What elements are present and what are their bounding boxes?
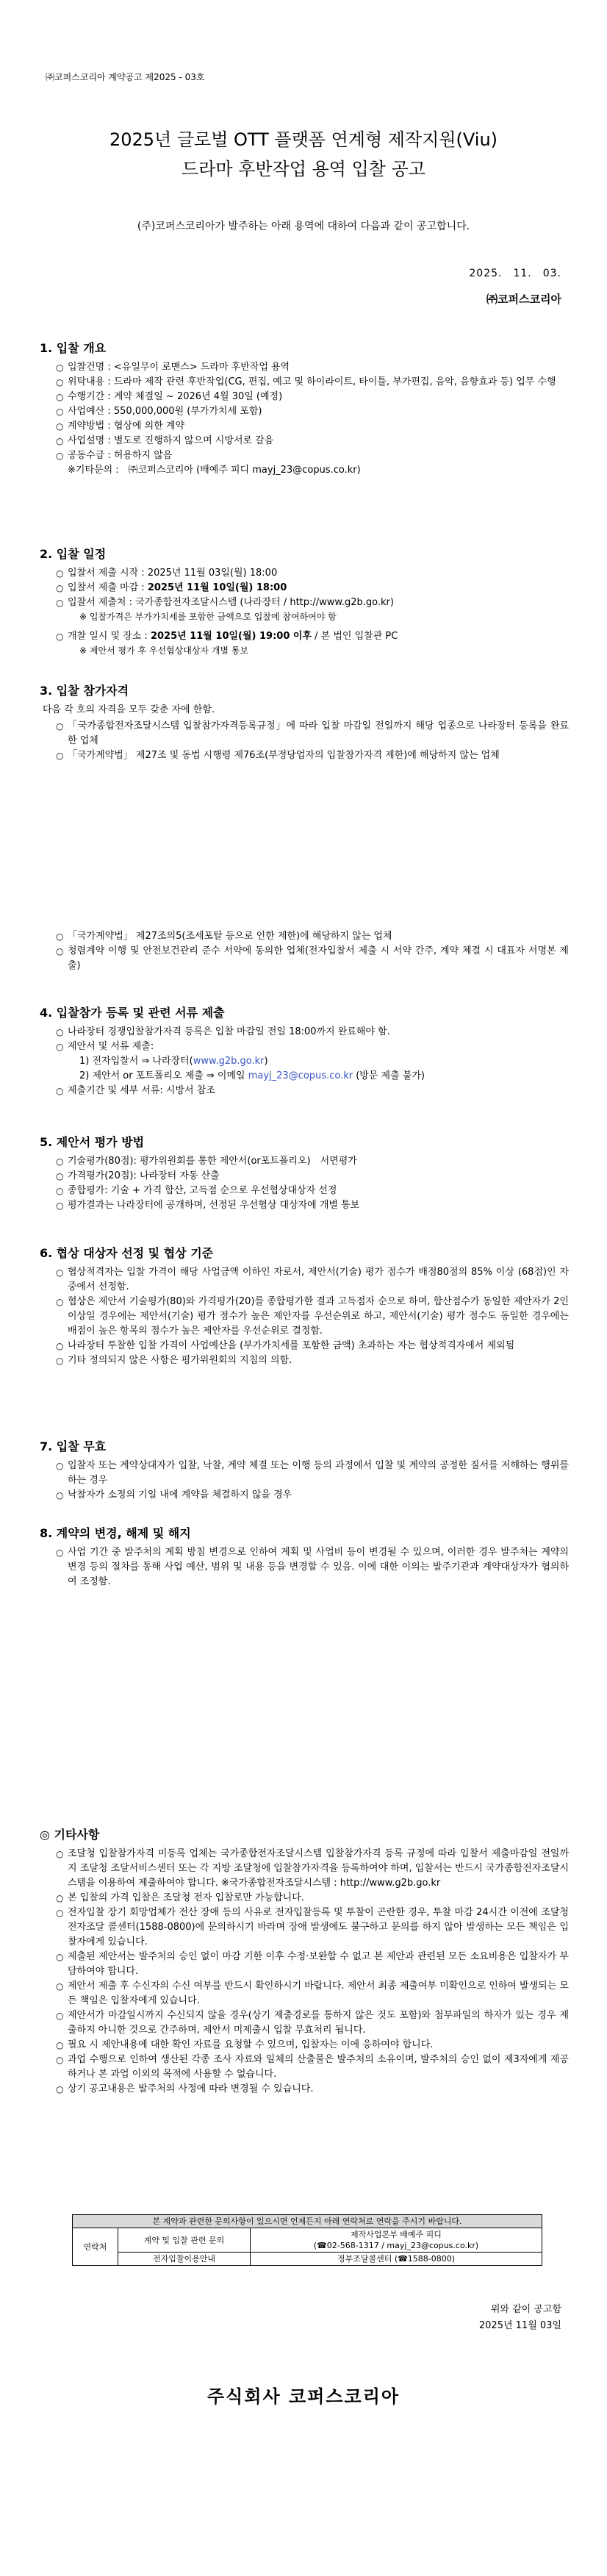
section-evaluation — [40, 1134, 569, 1213]
intro-text: (주)코퍼스코리아가 발주하는 아래 용역에 대하여 다음과 같이 공고합니다. — [137, 221, 470, 232]
list-item: ○ 계약방법 : 협상에 의한 계약 — [40, 419, 569, 434]
closing-date: 2025년 11월 03일 — [478, 2320, 561, 2331]
list-item — [40, 629, 569, 644]
list-item: ○ 「국가종합전자조달시스템 입찰참가자격등록규정」에 따라 입찰 마감일 전일까지 해당 업종으로 나라장터 등록을 완료한 업체 — [40, 719, 569, 748]
section-contract-change — [40, 1525, 569, 1589]
section-heading: 7. 입찰 무효 — [40, 1439, 107, 1453]
list-item: ○ 제안서 및 서류 제출: — [40, 1040, 569, 1054]
section-heading: 8. 계약의 변경, 해제 및 해지 — [40, 1526, 191, 1540]
list-item: ○ 제출된 제안서는 발주처의 승인 없이 마감 기한 이후 수정·보완할 수 없고 본 제안과 관련된 모든 소요비용은 입찰자가 부담하여야 합니다. — [40, 1950, 569, 1979]
list-item: ○ 사업설명 : 별도로 진행하지 않으며 시방서로 갈음 — [40, 434, 569, 448]
contact-person: 제작사업본부 배예주 피디 — [351, 2230, 442, 2239]
list-item: ○ 기술평가(80점): 평가위원회를 통한 제안서(or포트폴리오) 서면평가 — [40, 1154, 569, 1169]
contact-table — [72, 2214, 542, 2266]
contact-row-value: 정부조달콜센터 (☎1588-0800) — [251, 2253, 542, 2266]
contact-row-value — [251, 2228, 542, 2253]
list-item: ○ 평가결과는 나라장터에 공개하며, 선정된 우선협상 대상자에 개별 통보 — [40, 1198, 569, 1213]
contact-row-name: 계약 및 입찰 관련 문의 — [118, 2228, 251, 2253]
list-item: ○ 협상은 제안서 기술평가(80)와 가격평가(20)를 종합평가한 결과 고득점자 순으로 하며, 합산점수가 동일한 제안자가 2인 이상일 경우에는 제안서(기술) 평가 점수가 높은 제안자를 우선순위로 하고, 제안서(기술) 평가 점수도 동일한 경우에는 배점이 높은 항목의 점수가 높은 제안자를 우선순위로 결정함. — [40, 1295, 569, 1339]
notice-date: 2025. 11. 03. — [469, 268, 561, 279]
list-item: ○ 「국가계약법」 제27조의5(조세포탈 등으로 인한 제한)에 해당하지 않는 업체 — [40, 929, 569, 944]
sub-item — [40, 1054, 569, 1069]
note: ※ 제안서 평가 후 우선협상대상자 개별 통보 — [79, 645, 249, 656]
list-item — [40, 581, 569, 595]
list-item: ○ 나라장터 투찰한 입찰 가격이 사업예산을 (부가가치세를 포함한 금액) 초과하는 자는 협상적격자에서 제외됨 — [40, 1339, 569, 1353]
list-item: ○ 위탁내용 : 드라마 제작 관련 후반작업(CG, 편집, 예고 및 하이라이트, 타이틀, 부가편집, 음악, 음향효과 등) 업무 수행 — [40, 375, 569, 390]
list-item: ○ 과업 수행으로 인하여 생산된 각종 조사 자료와 일체의 산출물은 발주처의 소유이며, 발주처의 승인 없이 제3자에게 제공하거나 본 과업 이외의 목적에 사용할 수 없습니다. — [40, 2053, 569, 2082]
opening-date: 2025년 11월 10일(월) 19:00 이후 — [150, 631, 312, 642]
document-number: ㈜코퍼스코리아 계약공고 제2025 - 03호 — [46, 72, 205, 82]
item-suffix: / 본 법인 입찰관 PC — [312, 631, 398, 642]
section-eligibility-continued — [40, 929, 569, 973]
item-label: 2) 제안서 or 포트폴리오 제출 ⇒ 이메일 — [79, 1070, 248, 1081]
list-item: ○ 입찰서 제출 시작 : 2025년 11월 03일(월) 18:00 — [40, 566, 569, 581]
section-invalid-bid — [40, 1438, 569, 1503]
list-item: ○ 공동수급 : 허용하지 않음 — [40, 448, 569, 463]
section-heading: 6. 협상 대상자 선정 및 협상 기준 — [40, 1246, 214, 1260]
section-heading: 5. 제안서 평가 방법 — [40, 1135, 145, 1149]
sub-item — [40, 1069, 569, 1084]
section-misc — [40, 1826, 569, 2097]
list-item: ○ 제안서 제출 후 수신자의 수신 여부를 반드시 확인하시기 바랍니다. 제안서 최종 제출여부 미확인으로 인하여 발생되는 모든 책임은 입찰자에게 있습니다. — [40, 1979, 569, 2008]
list-item: ○ 필요 시 제안내용에 대한 확인 자료를 요청할 수 있으며, 입찰자는 이에 응하여야 합니다. — [40, 2038, 569, 2053]
company-name-top: ㈜코퍼스코리아 — [486, 293, 561, 306]
email-link[interactable]: mayj_23@copus.co.kr — [248, 1070, 353, 1081]
contact-inquiry: ※기타문의 : ㈜코퍼스코리아 (배예주 피디 mayj_23@copus.co.kr) — [68, 465, 361, 476]
item-label: 입찰서 제출 마감 : — [68, 582, 148, 593]
list-item: ○ 제안서가 마감일시까지 수신되지 않을 경우(상기 제출경로를 통하지 않은 것도 포함)와 첨부파일의 하자가 있는 경우 제출하지 아니한 것으로 간주하며, 제안서 미제출시 입찰 무효처리 됩니다. — [40, 2008, 569, 2038]
list-item: ○ 협상적격자는 입찰 가격이 해당 사업금액 이하인 자로서, 제안서(기술) 평가 점수가 배점80점의 85% 이상 (68점)인 자 중에서 선정함. — [40, 1265, 569, 1295]
section-eligibility — [40, 682, 569, 763]
list-item: ○ 입찰건명 : <유일무이 로맨스> 드라마 후반작업 용역 — [40, 360, 569, 375]
section-overview — [40, 340, 569, 478]
contact-phone-email: (☎02-568-1317 / mayj_23@copus.co.kr) — [313, 2241, 479, 2250]
list-item: ○ 「국가계약법」 제27조 및 동법 시행령 제76조(부정당업자의 입찰참가자격 제한)에 해당하지 않는 업체 — [40, 748, 569, 763]
section-registration — [40, 1004, 569, 1098]
section-negotiation — [40, 1245, 569, 1368]
section-schedule — [40, 545, 569, 657]
page-title: 2025년 글로벌 OTT 플랫폼 연계형 제작지원(Viu) — [109, 129, 498, 150]
list-item: ○ 청렴계약 이행 및 안전보건관리 준수 서약에 동의한 업체(전자입찰서 제출 시 서약 간주, 계약 체결 시 대표자 서명본 제출) — [40, 944, 569, 973]
page-subtitle: 드라마 후반작업 용역 입찰 공고 — [182, 159, 425, 179]
list-item: ○ 낙찰자가 소정의 기일 내에 계약을 체결하지 않을 경우 — [40, 1488, 569, 1503]
list-item: ○ 제출기간 및 세부 서류: 시방서 참조 — [40, 1084, 569, 1098]
item-suffix: (방문 제출 불가) — [353, 1070, 425, 1081]
note: ※ 입찰가격은 부가가치세를 포함한 금액으로 입찰에 참여하여야 함 — [79, 612, 337, 622]
list-item: ○ 사업 기간 중 발주처의 계획 방침 변경으로 인하여 계획 및 사업비 등이 변경될 수 있으며, 이러한 경우 발주처는 계약의 변경 등의 절차를 통해 사업 예산, 범위 및 내용 등을 변경할 수 있음. 이에 대한 이의는 발주기관과 계약대상자가 협의하여 조정함. — [40, 1545, 569, 1589]
section-heading: ◎ 기타사항 — [40, 1828, 100, 1842]
list-item: ○ 종합평가: 기술 + 가격 합산, 고득점 순으로 우선협상대상자 선정 — [40, 1184, 569, 1198]
list-item: ○ 나라장터 경쟁입찰참가자격 등록은 입찰 마감일 전일 18:00까지 완료해야 함. — [40, 1025, 569, 1040]
list-item: ○ 가격평가(20점): 나라장터 자동 산출 — [40, 1169, 569, 1184]
item-suffix: ) — [264, 1056, 268, 1067]
section-lead: 다음 각 호의 자격을 모두 갖춘 자에 한함. — [43, 704, 215, 715]
closing-note: 위와 같이 공고함 — [490, 2304, 561, 2315]
list-item: ○ 사업예산 : 550,000,000원 (부가가치세 포함) — [40, 404, 569, 419]
contact-label: 연락처 — [73, 2228, 118, 2266]
section-heading: 3. 입찰 참가자격 — [40, 684, 129, 698]
contact-table-header: 본 계약과 관련한 문의사항이 있으시면 언제든지 아래 연락처로 연락을 주시기 바랍니다. — [73, 2215, 542, 2228]
list-item: ○ 상기 공고내용은 발주처의 사정에 따라 변경될 수 있습니다. — [40, 2082, 569, 2097]
g2b-link[interactable]: www.g2b.go.kr — [193, 1056, 265, 1067]
list-item: ○ 조달청 입찰참가자격 미등록 업체는 국가종합전자조달시스템 입찰참가자격 등록 규정에 따라 입찰서 제출마감일 전일까지 조달청 조달서비스센터 또는 각 지방 조달청에 입찰참가자격을 등록하여야 하며, 입찰서는 반드시 국가종합전자조달시스템을 이용하여 제출하여야 합니다. ※국가종합전자조달시스템 : http://www.g2b.go.kr — [40, 1847, 569, 1891]
company-name-bottom: 주식회사 코퍼스코리아 — [206, 2386, 401, 2407]
deadline-date: 2025년 11월 10일(월) 18:00 — [147, 582, 287, 593]
item-label: 개찰 일시 및 장소 : — [68, 631, 151, 642]
list-item: ○ 입찰서 제출처 : 국가종합전자조달시스템 (나라장터 / http://www.g2b.go.kr) — [40, 595, 569, 610]
item-label: 1) 전자입찰서 ⇒ 나라장터( — [79, 1056, 193, 1067]
contact-row-name: 전자입찰이용안내 — [118, 2253, 251, 2266]
list-item: ○ 수행기간 : 계약 체결일 ~ 2026년 4월 30일 (예정) — [40, 390, 569, 404]
list-item: ○ 기타 정의되지 않은 사항은 평가위원회의 지침의 의함. — [40, 1353, 569, 1368]
section-heading: 4. 입찰참가 등록 및 관련 서류 제출 — [40, 1006, 225, 1020]
section-heading: 1. 입찰 개요 — [40, 341, 107, 355]
list-item: ○ 본 입찰의 가격 입찰은 조달청 전자 입찰로만 가능합니다. — [40, 1891, 569, 1906]
section-heading: 2. 입찰 일정 — [40, 547, 107, 561]
list-item: ○ 전자입찰 장기 회망업체가 전산 장애 등의 사유로 전자입찰등록 및 투찰이 곤란한 경우, 투찰 마감 24시간 이전에 조달청 전자조달 콜센터(1588-0800)에 문의하시기 바라며 장애 발생에도 불구하고 문의를 하지 않아 발생하는 모든 책임은 입찰자에게 있습니다. — [40, 1906, 569, 1950]
list-item: ○ 입찰자 또는 계약상대자가 입찰, 낙찰, 계약 체결 또는 이행 등의 과정에서 입찰 및 계약의 공정한 질서를 저해하는 행위를 하는 경우 — [40, 1459, 569, 1488]
